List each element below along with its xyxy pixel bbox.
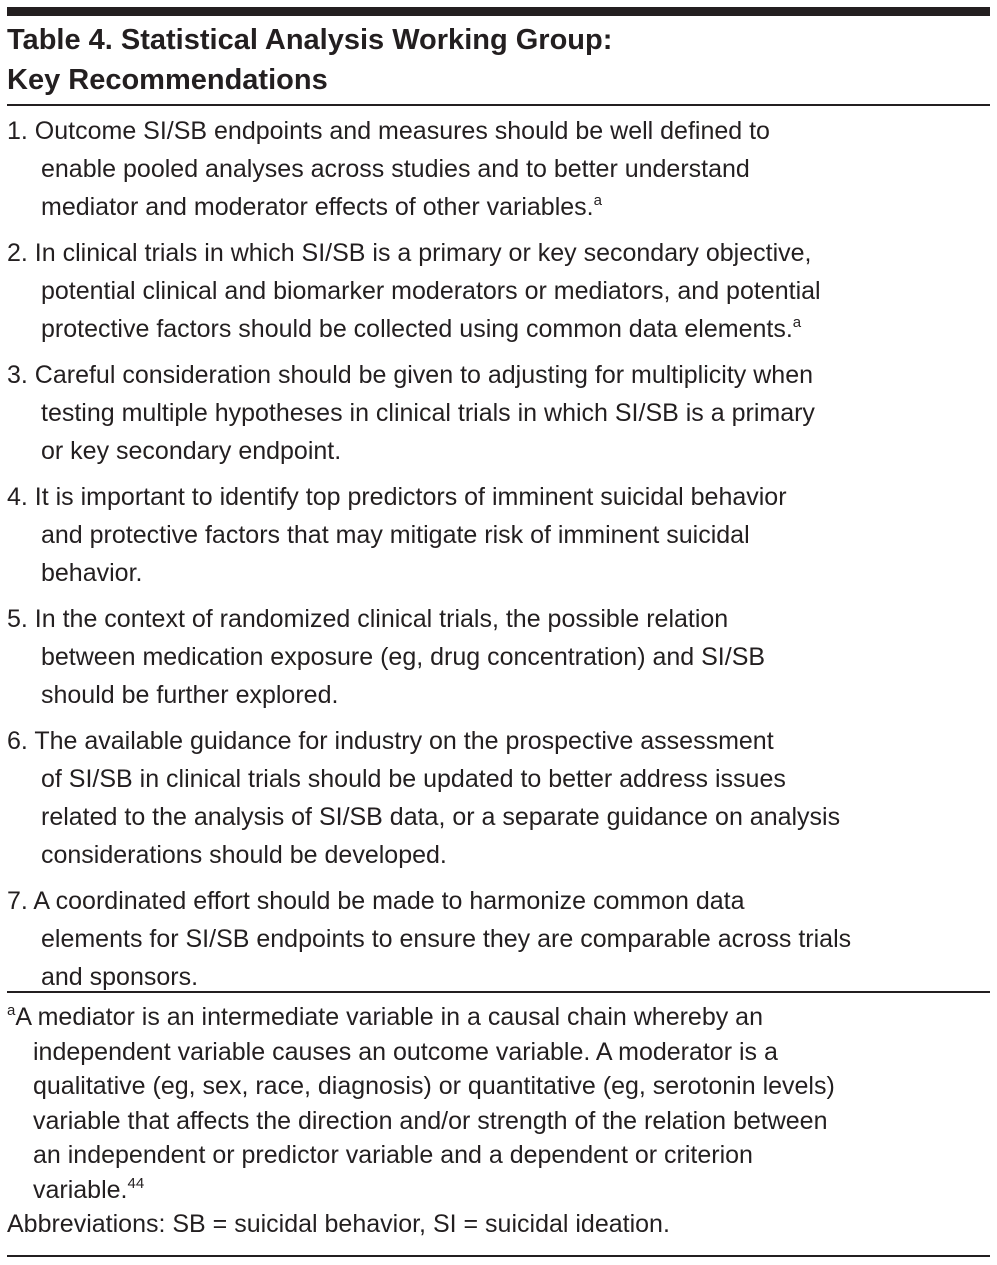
recommendation-line (7, 760, 990, 798)
recommendation-line (7, 676, 990, 714)
recommendation-line (7, 882, 990, 920)
recommendation-text: and protective factors that may mitigate risk of imminent suicidal (41, 521, 750, 549)
recommendation-text: or key secondary endpoint. (41, 437, 342, 465)
recommendation-line (7, 600, 990, 638)
recommendation-line (7, 554, 990, 592)
recommendation-line (7, 638, 990, 676)
recommendation-item (7, 234, 990, 348)
table-footnotes (7, 1000, 990, 1242)
recommendation-text: 3. Careful consideration should be given to adjusting for multiplicity when (7, 361, 814, 389)
footnote-line: variable that affects the direction and/or strength of the relation between (33, 1106, 828, 1135)
title-line-1: Table 4. Statistical Analysis Working Group: (7, 24, 613, 56)
recommendation-line (7, 836, 990, 874)
recommendation-item (7, 478, 990, 592)
recommendation-line (7, 516, 990, 554)
recommendation-line (7, 798, 990, 836)
recommendation-line (7, 188, 990, 226)
recommendation-line (7, 920, 990, 958)
recommendation-line (7, 722, 990, 760)
footnote-line: an independent or predictor variable and a dependent or criterion (33, 1141, 753, 1169)
recommendation-text: elements for SI/SB endpoints to ensure they are comparable across trials (41, 925, 852, 953)
recommendation-text: between medication exposure (eg, drug concentration) and SI/SB (41, 643, 766, 671)
recommendation-text: potential clinical and biomarker moderators or mediators, and potential (41, 277, 821, 305)
recommendation-text: 4. It is important to identify top predictors of imminent suicidal behavior (7, 483, 787, 511)
title-line-2: Key Recommendations (7, 64, 328, 96)
footnote-line: qualitative (eg, sex, race, diagnosis) or quantitative (eg, serotonin levels) (33, 1072, 835, 1100)
recommendation-text: mediator and moderator effects of other variables. (41, 193, 594, 221)
recommendation-text: and sponsors. (41, 963, 199, 991)
recommendation-text: testing multiple hypotheses in clinical trials in which SI/SB is a primary (41, 399, 815, 427)
bottom-rule (7, 1255, 990, 1257)
footnote-rule (7, 991, 990, 993)
recommendation-text: 5. In the context of randomized clinical trials, the possible relation (7, 605, 729, 633)
footnote-text: variable. (33, 1175, 128, 1204)
recommendation-line (7, 272, 990, 310)
footnote-text: A mediator is an intermediate variable in a causal chain whereby an (15, 1003, 763, 1031)
footnote-line: independent variable causes an outcome variable. A moderator is a (33, 1037, 778, 1066)
footnote-superscript: a (593, 192, 602, 209)
recommendation-text: should be further explored. (41, 681, 339, 709)
recommendation-text: 6. The available guidance for industry on the prospective assessment (7, 727, 774, 755)
abbreviations: Abbreviations: SB = suicidal behavior, SI = suicidal ideation. (7, 1210, 670, 1238)
recommendation-text: related to the analysis of SI/SB data, or a separate guidance on analysis (41, 803, 841, 831)
recommendation-line (7, 234, 990, 272)
footnote-superscript: a (792, 314, 802, 331)
recommendation-text: 1. Outcome SI/SB endpoints and measures should be well defined to (7, 117, 770, 145)
recommendation-text: 2. In clinical trials in which SI/SB is a primary or key secondary objective, (7, 239, 812, 267)
recommendation-item (7, 722, 990, 874)
reference-superscript: 44 (127, 1174, 145, 1192)
top-rule (7, 7, 990, 16)
recommendation-item (7, 112, 990, 226)
recommendation-line (7, 478, 990, 516)
recommendation-line (7, 394, 990, 432)
recommendation-text: of SI/SB in clinical trials should be updated to better address issues (41, 765, 786, 793)
footnote-line (7, 1173, 990, 1208)
recommendation-item (7, 600, 990, 714)
recommendation-text: protective factors should be collected using common data elements. (41, 315, 793, 343)
recommendation-line (7, 112, 990, 150)
recommendation-text: enable pooled analyses across studies and to better understand (41, 155, 750, 183)
recommendation-text: behavior. (41, 559, 143, 587)
recommendation-line (7, 310, 990, 348)
recommendation-item (7, 356, 990, 470)
title-rule (7, 104, 990, 106)
table-title (7, 20, 612, 100)
recommendation-line (7, 432, 990, 470)
recommendation-text: considerations should be developed. (41, 841, 447, 869)
footnote-marker: a (7, 1002, 16, 1019)
recommendation-line (7, 150, 990, 188)
footnote-line (7, 1000, 990, 1035)
recommendations-list (7, 112, 990, 1004)
recommendation-text: 7. A coordinated effort should be made to harmonize common data (7, 887, 745, 915)
recommendation-line (7, 356, 990, 394)
recommendation-item (7, 882, 990, 996)
